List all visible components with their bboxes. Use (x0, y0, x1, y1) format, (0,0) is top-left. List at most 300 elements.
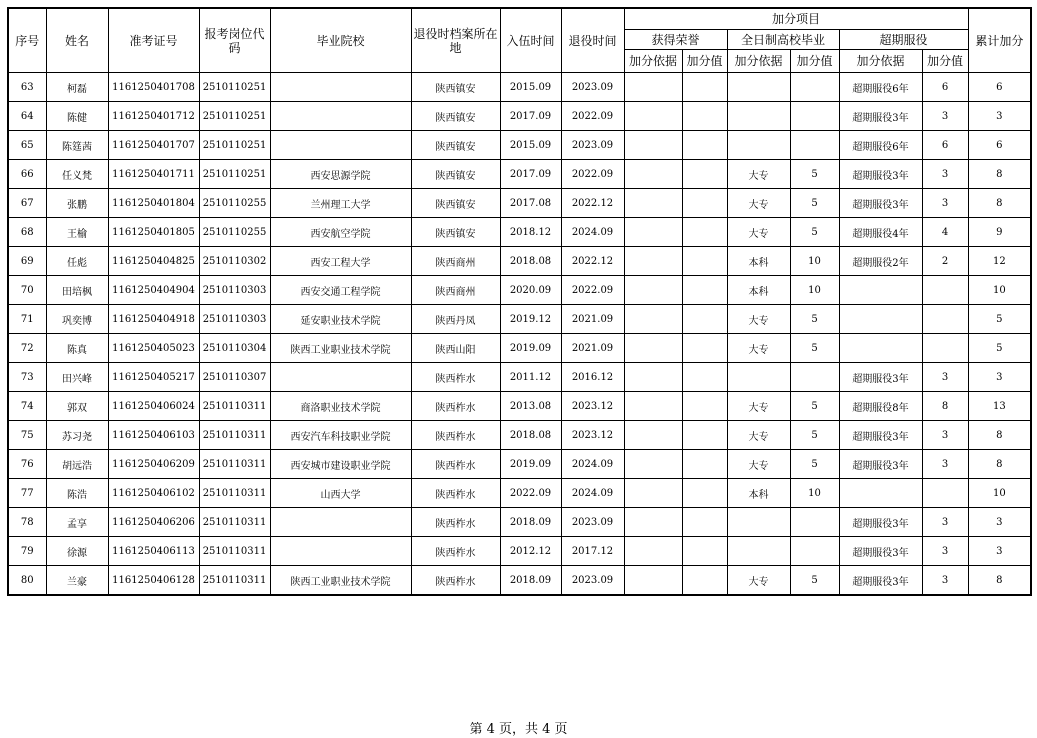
cell-honor-value (682, 363, 727, 392)
cell-honor-basis (624, 450, 682, 479)
cell-overtime-basis (839, 305, 922, 334)
cell-enlist: 2018.09 (500, 566, 561, 596)
cell-honor-basis (624, 537, 682, 566)
cell-enlist: 2019.09 (500, 450, 561, 479)
cell-edu-basis: 大专 (727, 421, 790, 450)
cell-post-code: 2510110251 (199, 102, 270, 131)
cell-enlist: 2015.09 (500, 131, 561, 160)
cell-name: 陈健 (46, 102, 108, 131)
cell-honor-value (682, 276, 727, 305)
cell-total: 3 (968, 537, 1031, 566)
cell-seq: 80 (8, 566, 46, 596)
cell-archive: 陕西镇安 (411, 131, 500, 160)
cell-seq: 67 (8, 189, 46, 218)
cell-school (270, 131, 411, 160)
cell-name: 胡远浩 (46, 450, 108, 479)
cell-overtime-basis: 超期服役3年 (839, 421, 922, 450)
table-row (8, 450, 1031, 479)
cell-honor-basis (624, 218, 682, 247)
cell-honor-value (682, 334, 727, 363)
cell-edu-value (790, 73, 839, 102)
cell-school (270, 508, 411, 537)
cell-seq: 68 (8, 218, 46, 247)
cell-archive: 陕西镇安 (411, 218, 500, 247)
cell-discharge: 2024.09 (561, 479, 624, 508)
cell-overtime-value: 6 (922, 131, 968, 160)
cell-overtime-value: 3 (922, 566, 968, 596)
cell-overtime-basis: 超期服役3年 (839, 160, 922, 189)
cell-enlist: 2022.09 (500, 479, 561, 508)
header-name: 姓名 (46, 8, 108, 73)
cell-exam-no: 1161250405023 (108, 334, 199, 363)
cell-archive: 陕西镇安 (411, 73, 500, 102)
cell-archive: 陕西镇安 (411, 189, 500, 218)
cell-honor-basis (624, 363, 682, 392)
cell-edu-value: 5 (790, 189, 839, 218)
cell-overtime-basis: 超期服役6年 (839, 73, 922, 102)
header-seq: 序号 (8, 8, 46, 73)
cell-honor-value (682, 73, 727, 102)
cell-discharge: 2024.09 (561, 450, 624, 479)
cell-archive: 陕西柞水 (411, 566, 500, 596)
cell-name: 陈筳茜 (46, 131, 108, 160)
header-school: 毕业院校 (270, 8, 411, 73)
cell-archive: 陕西商州 (411, 276, 500, 305)
cell-enlist: 2013.08 (500, 392, 561, 421)
cell-overtime-value: 3 (922, 421, 968, 450)
cell-honor-basis (624, 131, 682, 160)
cell-post-code: 2510110311 (199, 566, 270, 596)
cell-enlist: 2012.12 (500, 537, 561, 566)
cell-seq: 75 (8, 421, 46, 450)
cell-honor-value (682, 247, 727, 276)
cell-enlist: 2017.08 (500, 189, 561, 218)
cell-honor-value (682, 479, 727, 508)
cell-name: 任义梵 (46, 160, 108, 189)
cell-edu-value: 10 (790, 479, 839, 508)
cell-overtime-value: 8 (922, 392, 968, 421)
table-row (8, 479, 1031, 508)
cell-overtime-value: 4 (922, 218, 968, 247)
cell-exam-no: 1161250404904 (108, 276, 199, 305)
cell-overtime-basis: 超期服役3年 (839, 102, 922, 131)
cell-name: 柯磊 (46, 73, 108, 102)
cell-honor-value (682, 421, 727, 450)
cell-honor-basis (624, 102, 682, 131)
cell-honor-value (682, 537, 727, 566)
cell-total: 8 (968, 160, 1031, 189)
cell-overtime-basis: 超期服役4年 (839, 218, 922, 247)
cell-overtime-basis: 超期服役8年 (839, 392, 922, 421)
table-row (8, 508, 1031, 537)
cell-seq: 71 (8, 305, 46, 334)
cell-total: 5 (968, 305, 1031, 334)
cell-exam-no: 1161250406024 (108, 392, 199, 421)
cell-discharge: 2021.09 (561, 305, 624, 334)
cell-overtime-value: 3 (922, 189, 968, 218)
cell-edu-value (790, 508, 839, 537)
cell-edu-value (790, 131, 839, 160)
cell-name: 陈浩 (46, 479, 108, 508)
cell-school: 西安城市建设职业学院 (270, 450, 411, 479)
cell-edu-basis: 大专 (727, 218, 790, 247)
cell-honor-basis (624, 508, 682, 537)
cell-total: 6 (968, 131, 1031, 160)
cell-post-code: 2510110304 (199, 334, 270, 363)
cell-seq: 72 (8, 334, 46, 363)
cell-total: 8 (968, 566, 1031, 596)
cell-post-code: 2510110302 (199, 247, 270, 276)
cell-school (270, 537, 411, 566)
cell-honor-value (682, 131, 727, 160)
cell-exam-no: 1161250401712 (108, 102, 199, 131)
cell-name: 郭双 (46, 392, 108, 421)
cell-archive: 陕西柞水 (411, 450, 500, 479)
cell-total: 8 (968, 421, 1031, 450)
header-edu-basis: 加分依据 (727, 50, 790, 73)
cell-edu-basis: 大专 (727, 189, 790, 218)
cell-honor-value (682, 566, 727, 596)
cell-enlist: 2018.08 (500, 247, 561, 276)
cell-name: 田兴峰 (46, 363, 108, 392)
cell-post-code: 2510110251 (199, 131, 270, 160)
cell-name: 兰豪 (46, 566, 108, 596)
cell-total: 3 (968, 102, 1031, 131)
cell-honor-basis (624, 392, 682, 421)
cell-enlist: 2019.12 (500, 305, 561, 334)
cell-honor-basis (624, 566, 682, 596)
cell-exam-no: 1161250406206 (108, 508, 199, 537)
cell-post-code: 2510110251 (199, 160, 270, 189)
header-overtime: 超期服役 (839, 30, 968, 50)
cell-post-code: 2510110307 (199, 363, 270, 392)
cell-overtime-value: 3 (922, 102, 968, 131)
table-row (8, 247, 1031, 276)
cell-school: 西安汽车科技职业学院 (270, 421, 411, 450)
cell-name: 巩奕博 (46, 305, 108, 334)
cell-edu-basis (727, 102, 790, 131)
cell-edu-value: 5 (790, 450, 839, 479)
cell-school: 山西大学 (270, 479, 411, 508)
cell-overtime-value: 3 (922, 450, 968, 479)
table-row (8, 276, 1031, 305)
cell-honor-basis (624, 247, 682, 276)
cell-enlist: 2017.09 (500, 102, 561, 131)
cell-honor-basis (624, 276, 682, 305)
table-row (8, 363, 1031, 392)
cell-seq: 70 (8, 276, 46, 305)
cell-honor-basis (624, 189, 682, 218)
cell-honor-value (682, 450, 727, 479)
cell-edu-basis: 大专 (727, 392, 790, 421)
cell-overtime-basis: 超期服役3年 (839, 189, 922, 218)
cell-name: 王榆 (46, 218, 108, 247)
cell-edu-basis (727, 363, 790, 392)
cell-honor-basis (624, 305, 682, 334)
cell-edu-basis (727, 131, 790, 160)
cell-discharge: 2016.12 (561, 363, 624, 392)
cell-exam-no: 1161250404825 (108, 247, 199, 276)
header-edu-value: 加分值 (790, 50, 839, 73)
cell-enlist: 2011.12 (500, 363, 561, 392)
cell-seq: 73 (8, 363, 46, 392)
cell-discharge: 2023.12 (561, 421, 624, 450)
table-body (8, 73, 1031, 596)
header-total: 累计加分 (968, 8, 1031, 73)
cell-seq: 74 (8, 392, 46, 421)
cell-archive: 陕西柞水 (411, 392, 500, 421)
cell-total: 13 (968, 392, 1031, 421)
header-ot-basis: 加分依据 (839, 50, 922, 73)
cell-name: 张鹏 (46, 189, 108, 218)
cell-post-code: 2510110311 (199, 392, 270, 421)
cell-enlist: 2020.09 (500, 276, 561, 305)
cell-discharge: 2023.09 (561, 566, 624, 596)
bonus-points-table-container (7, 7, 1030, 596)
cell-overtime-basis (839, 276, 922, 305)
header-enlist: 入伍时间 (500, 8, 561, 73)
cell-exam-no: 1161250401711 (108, 160, 199, 189)
cell-honor-value (682, 189, 727, 218)
cell-edu-basis: 本科 (727, 247, 790, 276)
cell-edu-value (790, 102, 839, 131)
cell-total: 8 (968, 189, 1031, 218)
cell-post-code: 2510110311 (199, 479, 270, 508)
cell-overtime-basis: 超期服役3年 (839, 566, 922, 596)
cell-school: 西安工程大学 (270, 247, 411, 276)
cell-seq: 69 (8, 247, 46, 276)
cell-edu-basis: 大专 (727, 450, 790, 479)
cell-school: 延安职业技术学院 (270, 305, 411, 334)
cell-name: 田培枫 (46, 276, 108, 305)
cell-overtime-value: 3 (922, 160, 968, 189)
cell-post-code: 2510110311 (199, 508, 270, 537)
cell-post-code: 2510110303 (199, 305, 270, 334)
page-number: 第 4 页，共 4 页 (469, 722, 568, 737)
cell-total: 6 (968, 73, 1031, 102)
header-honor-value: 加分值 (682, 50, 727, 73)
cell-honor-value (682, 392, 727, 421)
cell-post-code: 2510110311 (199, 537, 270, 566)
cell-discharge: 2022.12 (561, 247, 624, 276)
cell-seq: 77 (8, 479, 46, 508)
cell-discharge: 2022.09 (561, 160, 624, 189)
cell-edu-value: 5 (790, 305, 839, 334)
cell-overtime-basis (839, 334, 922, 363)
cell-archive: 陕西柞水 (411, 363, 500, 392)
cell-honor-value (682, 218, 727, 247)
cell-exam-no: 1161250406113 (108, 537, 199, 566)
cell-seq: 79 (8, 537, 46, 566)
cell-name: 任彪 (46, 247, 108, 276)
cell-exam-no: 1161250406209 (108, 450, 199, 479)
header-fulltime: 全日制高校毕业 (727, 30, 839, 50)
cell-archive: 陕西柞水 (411, 479, 500, 508)
table-row (8, 102, 1031, 131)
cell-edu-value (790, 363, 839, 392)
cell-post-code: 2510110311 (199, 421, 270, 450)
cell-edu-basis (727, 537, 790, 566)
table-row (8, 218, 1031, 247)
cell-overtime-value: 2 (922, 247, 968, 276)
cell-honor-value (682, 305, 727, 334)
cell-edu-value: 5 (790, 566, 839, 596)
cell-seq: 65 (8, 131, 46, 160)
cell-enlist: 2019.09 (500, 334, 561, 363)
table-row (8, 421, 1031, 450)
cell-exam-no: 1161250401707 (108, 131, 199, 160)
table-row (8, 131, 1031, 160)
cell-overtime-basis (839, 479, 922, 508)
table-row (8, 334, 1031, 363)
cell-seq: 76 (8, 450, 46, 479)
cell-exam-no: 1161250406128 (108, 566, 199, 596)
header-post-code: 报考岗位代码 (199, 8, 270, 73)
cell-school: 西安航空学院 (270, 218, 411, 247)
table-row (8, 305, 1031, 334)
cell-enlist: 2015.09 (500, 73, 561, 102)
cell-total: 9 (968, 218, 1031, 247)
cell-archive: 陕西丹凤 (411, 305, 500, 334)
cell-total: 5 (968, 334, 1031, 363)
cell-overtime-value: 3 (922, 363, 968, 392)
cell-archive: 陕西镇安 (411, 160, 500, 189)
cell-overtime-basis: 超期服役3年 (839, 450, 922, 479)
cell-overtime-basis: 超期服役2年 (839, 247, 922, 276)
table-header (8, 8, 1031, 73)
cell-name: 孟享 (46, 508, 108, 537)
cell-edu-basis: 大专 (727, 334, 790, 363)
cell-discharge: 2022.09 (561, 276, 624, 305)
header-honor-basis: 加分依据 (624, 50, 682, 73)
cell-discharge: 2024.09 (561, 218, 624, 247)
cell-honor-basis (624, 334, 682, 363)
header-honor: 获得荣誉 (624, 30, 727, 50)
cell-overtime-basis: 超期服役3年 (839, 537, 922, 566)
cell-name: 陈真 (46, 334, 108, 363)
cell-overtime-value (922, 276, 968, 305)
cell-overtime-value: 3 (922, 508, 968, 537)
cell-edu-basis: 大专 (727, 566, 790, 596)
cell-name: 徐源 (46, 537, 108, 566)
cell-honor-value (682, 508, 727, 537)
cell-edu-basis: 本科 (727, 276, 790, 305)
cell-edu-value: 10 (790, 276, 839, 305)
cell-edu-value: 5 (790, 334, 839, 363)
header-ot-value: 加分值 (922, 50, 968, 73)
cell-post-code: 2510110303 (199, 276, 270, 305)
cell-discharge: 2021.09 (561, 334, 624, 363)
cell-archive: 陕西柞水 (411, 537, 500, 566)
cell-exam-no: 1161250406103 (108, 421, 199, 450)
cell-edu-basis (727, 73, 790, 102)
cell-exam-no: 1161250401804 (108, 189, 199, 218)
cell-seq: 78 (8, 508, 46, 537)
cell-overtime-basis: 超期服役3年 (839, 508, 922, 537)
cell-honor-basis (624, 421, 682, 450)
cell-honor-value (682, 102, 727, 131)
cell-discharge: 2023.09 (561, 73, 624, 102)
cell-overtime-value: 3 (922, 537, 968, 566)
table-row (8, 537, 1031, 566)
cell-school: 西安思源学院 (270, 160, 411, 189)
cell-edu-value: 5 (790, 218, 839, 247)
cell-discharge: 2022.09 (561, 102, 624, 131)
cell-overtime-basis: 超期服役6年 (839, 131, 922, 160)
cell-post-code: 2510110311 (199, 450, 270, 479)
table-row (8, 392, 1031, 421)
cell-archive: 陕西柞水 (411, 421, 500, 450)
header-bonus-items: 加分项目 (624, 8, 968, 30)
cell-total: 10 (968, 276, 1031, 305)
cell-school (270, 73, 411, 102)
table-row (8, 73, 1031, 102)
cell-edu-value: 5 (790, 160, 839, 189)
cell-exam-no: 1161250401708 (108, 73, 199, 102)
cell-honor-basis (624, 160, 682, 189)
header-discharge: 退役时间 (561, 8, 624, 73)
cell-overtime-value (922, 479, 968, 508)
cell-school: 兰州理工大学 (270, 189, 411, 218)
cell-edu-value: 5 (790, 421, 839, 450)
bonus-points-table (7, 7, 1032, 596)
cell-overtime-basis: 超期服役3年 (839, 363, 922, 392)
cell-edu-basis: 大专 (727, 305, 790, 334)
cell-edu-basis (727, 508, 790, 537)
table-row (8, 160, 1031, 189)
cell-enlist: 2017.09 (500, 160, 561, 189)
cell-name: 苏习尧 (46, 421, 108, 450)
cell-discharge: 2023.09 (561, 131, 624, 160)
cell-exam-no: 1161250405217 (108, 363, 199, 392)
cell-seq: 64 (8, 102, 46, 131)
cell-post-code: 2510110251 (199, 73, 270, 102)
cell-seq: 63 (8, 73, 46, 102)
table-row (8, 189, 1031, 218)
cell-school: 陕西工业职业技术学院 (270, 334, 411, 363)
cell-edu-value: 5 (790, 392, 839, 421)
cell-enlist: 2018.12 (500, 218, 561, 247)
cell-archive: 陕西商州 (411, 247, 500, 276)
cell-total: 12 (968, 247, 1031, 276)
cell-honor-basis (624, 479, 682, 508)
cell-edu-basis: 大专 (727, 160, 790, 189)
cell-post-code: 2510110255 (199, 189, 270, 218)
table-row (8, 566, 1031, 596)
cell-archive: 陕西镇安 (411, 102, 500, 131)
cell-seq: 66 (8, 160, 46, 189)
cell-total: 3 (968, 363, 1031, 392)
cell-enlist: 2018.08 (500, 421, 561, 450)
cell-overtime-value (922, 334, 968, 363)
cell-enlist: 2018.09 (500, 508, 561, 537)
cell-discharge: 2022.12 (561, 189, 624, 218)
cell-archive: 陕西山阳 (411, 334, 500, 363)
cell-exam-no: 1161250404918 (108, 305, 199, 334)
cell-total: 3 (968, 508, 1031, 537)
cell-honor-basis (624, 73, 682, 102)
cell-discharge: 2023.09 (561, 508, 624, 537)
cell-school: 商洛职业技术学院 (270, 392, 411, 421)
cell-school (270, 102, 411, 131)
cell-school (270, 363, 411, 392)
cell-edu-value: 10 (790, 247, 839, 276)
cell-school: 西安交通工程学院 (270, 276, 411, 305)
cell-edu-basis: 本科 (727, 479, 790, 508)
cell-total: 10 (968, 479, 1031, 508)
cell-post-code: 2510110255 (199, 218, 270, 247)
cell-archive: 陕西柞水 (411, 508, 500, 537)
